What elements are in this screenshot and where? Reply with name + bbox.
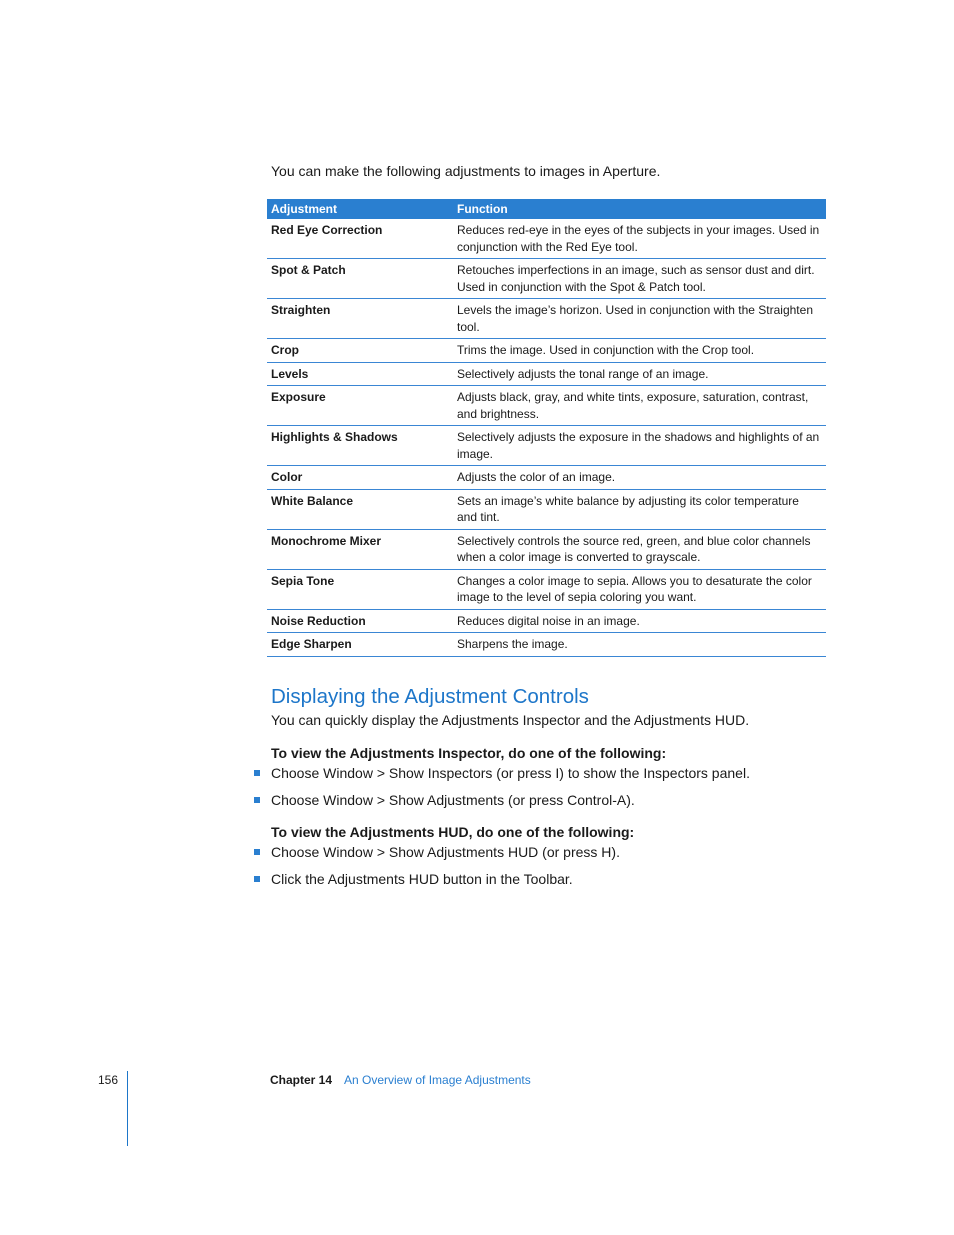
adjustment-function: Sharpens the image.	[453, 633, 826, 657]
adjustment-name: Spot & Patch	[267, 259, 453, 299]
adjustment-name: Monochrome Mixer	[267, 529, 453, 569]
section-intro: You can quickly display the Adjustments Inspector and the Adjustments HUD.	[271, 712, 750, 728]
adjustment-name: Sepia Tone	[267, 569, 453, 609]
inspector-steps-list	[253, 765, 750, 818]
adjustment-function: Adjusts black, gray, and white tints, exposure, saturation, contrast, and brightness.	[453, 386, 826, 426]
adjustment-function: Trims the image. Used in conjunction with the Crop tool.	[453, 339, 826, 363]
adjustment-function: Selectively adjusts the tonal range of an image.	[453, 362, 826, 386]
table-row	[267, 219, 826, 259]
table-row	[267, 386, 826, 426]
adjustment-function: Retouches imperfections in an image, such as sensor dust and dirt. Used in conjunction with the Spot & Patch tool.	[453, 259, 826, 299]
adjustment-function: Adjusts the color of an image.	[453, 466, 826, 490]
table-row	[267, 426, 826, 466]
list-item-text: Click the Adjustments HUD button in the Toolbar.	[271, 870, 573, 887]
list-item-text: Choose Window > Show Adjustments HUD (or press H).	[271, 844, 620, 860]
section-heading: Displaying the Adjustment Controls	[271, 685, 589, 708]
bullet-square-icon	[254, 849, 260, 855]
footer-chapter-title: An Overview of Image Adjustments	[344, 1073, 531, 1087]
adjustment-function: Reduces red-eye in the eyes of the subjects in your images. Used in conjunction with the Red Eye tool.	[453, 219, 826, 259]
bullet-square-icon	[254, 876, 260, 882]
adjustment-name: Color	[267, 466, 453, 490]
adjustment-name: Red Eye Correction	[267, 219, 453, 259]
table-row	[267, 466, 826, 490]
footer-chapter-label: Chapter 14	[270, 1073, 333, 1087]
adjustment-name: Levels	[267, 362, 453, 386]
adjustment-function: Levels the image’s horizon. Used in conjunction with the Straighten tool.	[453, 299, 826, 339]
table-row	[267, 362, 826, 386]
adjustment-function: Selectively controls the source red, green, and blue color channels when a color image is converted to grayscale.	[453, 529, 826, 569]
task-heading-inspector: To view the Adjustments Inspector, do one of the following:	[271, 745, 667, 761]
table-row	[267, 609, 826, 633]
column-header-adjustment: Adjustment	[267, 199, 453, 219]
table-row	[267, 529, 826, 569]
bullet-square-icon	[254, 770, 260, 776]
table-row	[267, 339, 826, 363]
adjustment-function: Changes a color image to sepia. Allows you to desaturate the color image to the level of sepia coloring you want.	[453, 569, 826, 609]
bullet-square-icon	[254, 797, 260, 803]
task-heading-hud: To view the Adjustments HUD, do one of the following:	[271, 824, 635, 840]
hud-steps-list	[253, 844, 620, 897]
intro-paragraph: You can make the following adjustments to images in Aperture.	[271, 163, 661, 179]
list-item-text: Choose Window > Show Inspectors (or press I) to show the Inspectors panel.	[271, 765, 750, 781]
column-header-function: Function	[453, 199, 826, 219]
adjustment-name: Noise Reduction	[267, 609, 453, 633]
adjustment-name: Crop	[267, 339, 453, 363]
adjustment-name: Edge Sharpen	[267, 633, 453, 657]
list-item	[253, 844, 620, 871]
adjustment-name: Highlights & Shadows	[267, 426, 453, 466]
page-number: 156	[98, 1073, 119, 1087]
table-header-row	[267, 199, 826, 219]
adjustment-function: Sets an image’s white balance by adjusting its color temperature and tint.	[453, 489, 826, 529]
list-item	[253, 792, 750, 819]
footer-divider	[127, 1071, 128, 1146]
table-row	[267, 569, 826, 609]
adjustment-name: Straighten	[267, 299, 453, 339]
adjustment-function: Selectively adjusts the exposure in the shadows and highlights of an image.	[453, 426, 826, 466]
list-item	[253, 871, 620, 898]
adjustments-table	[267, 199, 826, 657]
list-item	[253, 765, 750, 792]
adjustment-name: White Balance	[267, 489, 453, 529]
list-item-text: Choose Window > Show Adjustments (or press Control-A).	[271, 791, 635, 808]
table-row	[267, 633, 826, 657]
adjustment-function: Reduces digital noise in an image.	[453, 609, 826, 633]
table-row	[267, 299, 826, 339]
adjustment-name: Exposure	[267, 386, 453, 426]
table-row	[267, 489, 826, 529]
table-row	[267, 259, 826, 299]
